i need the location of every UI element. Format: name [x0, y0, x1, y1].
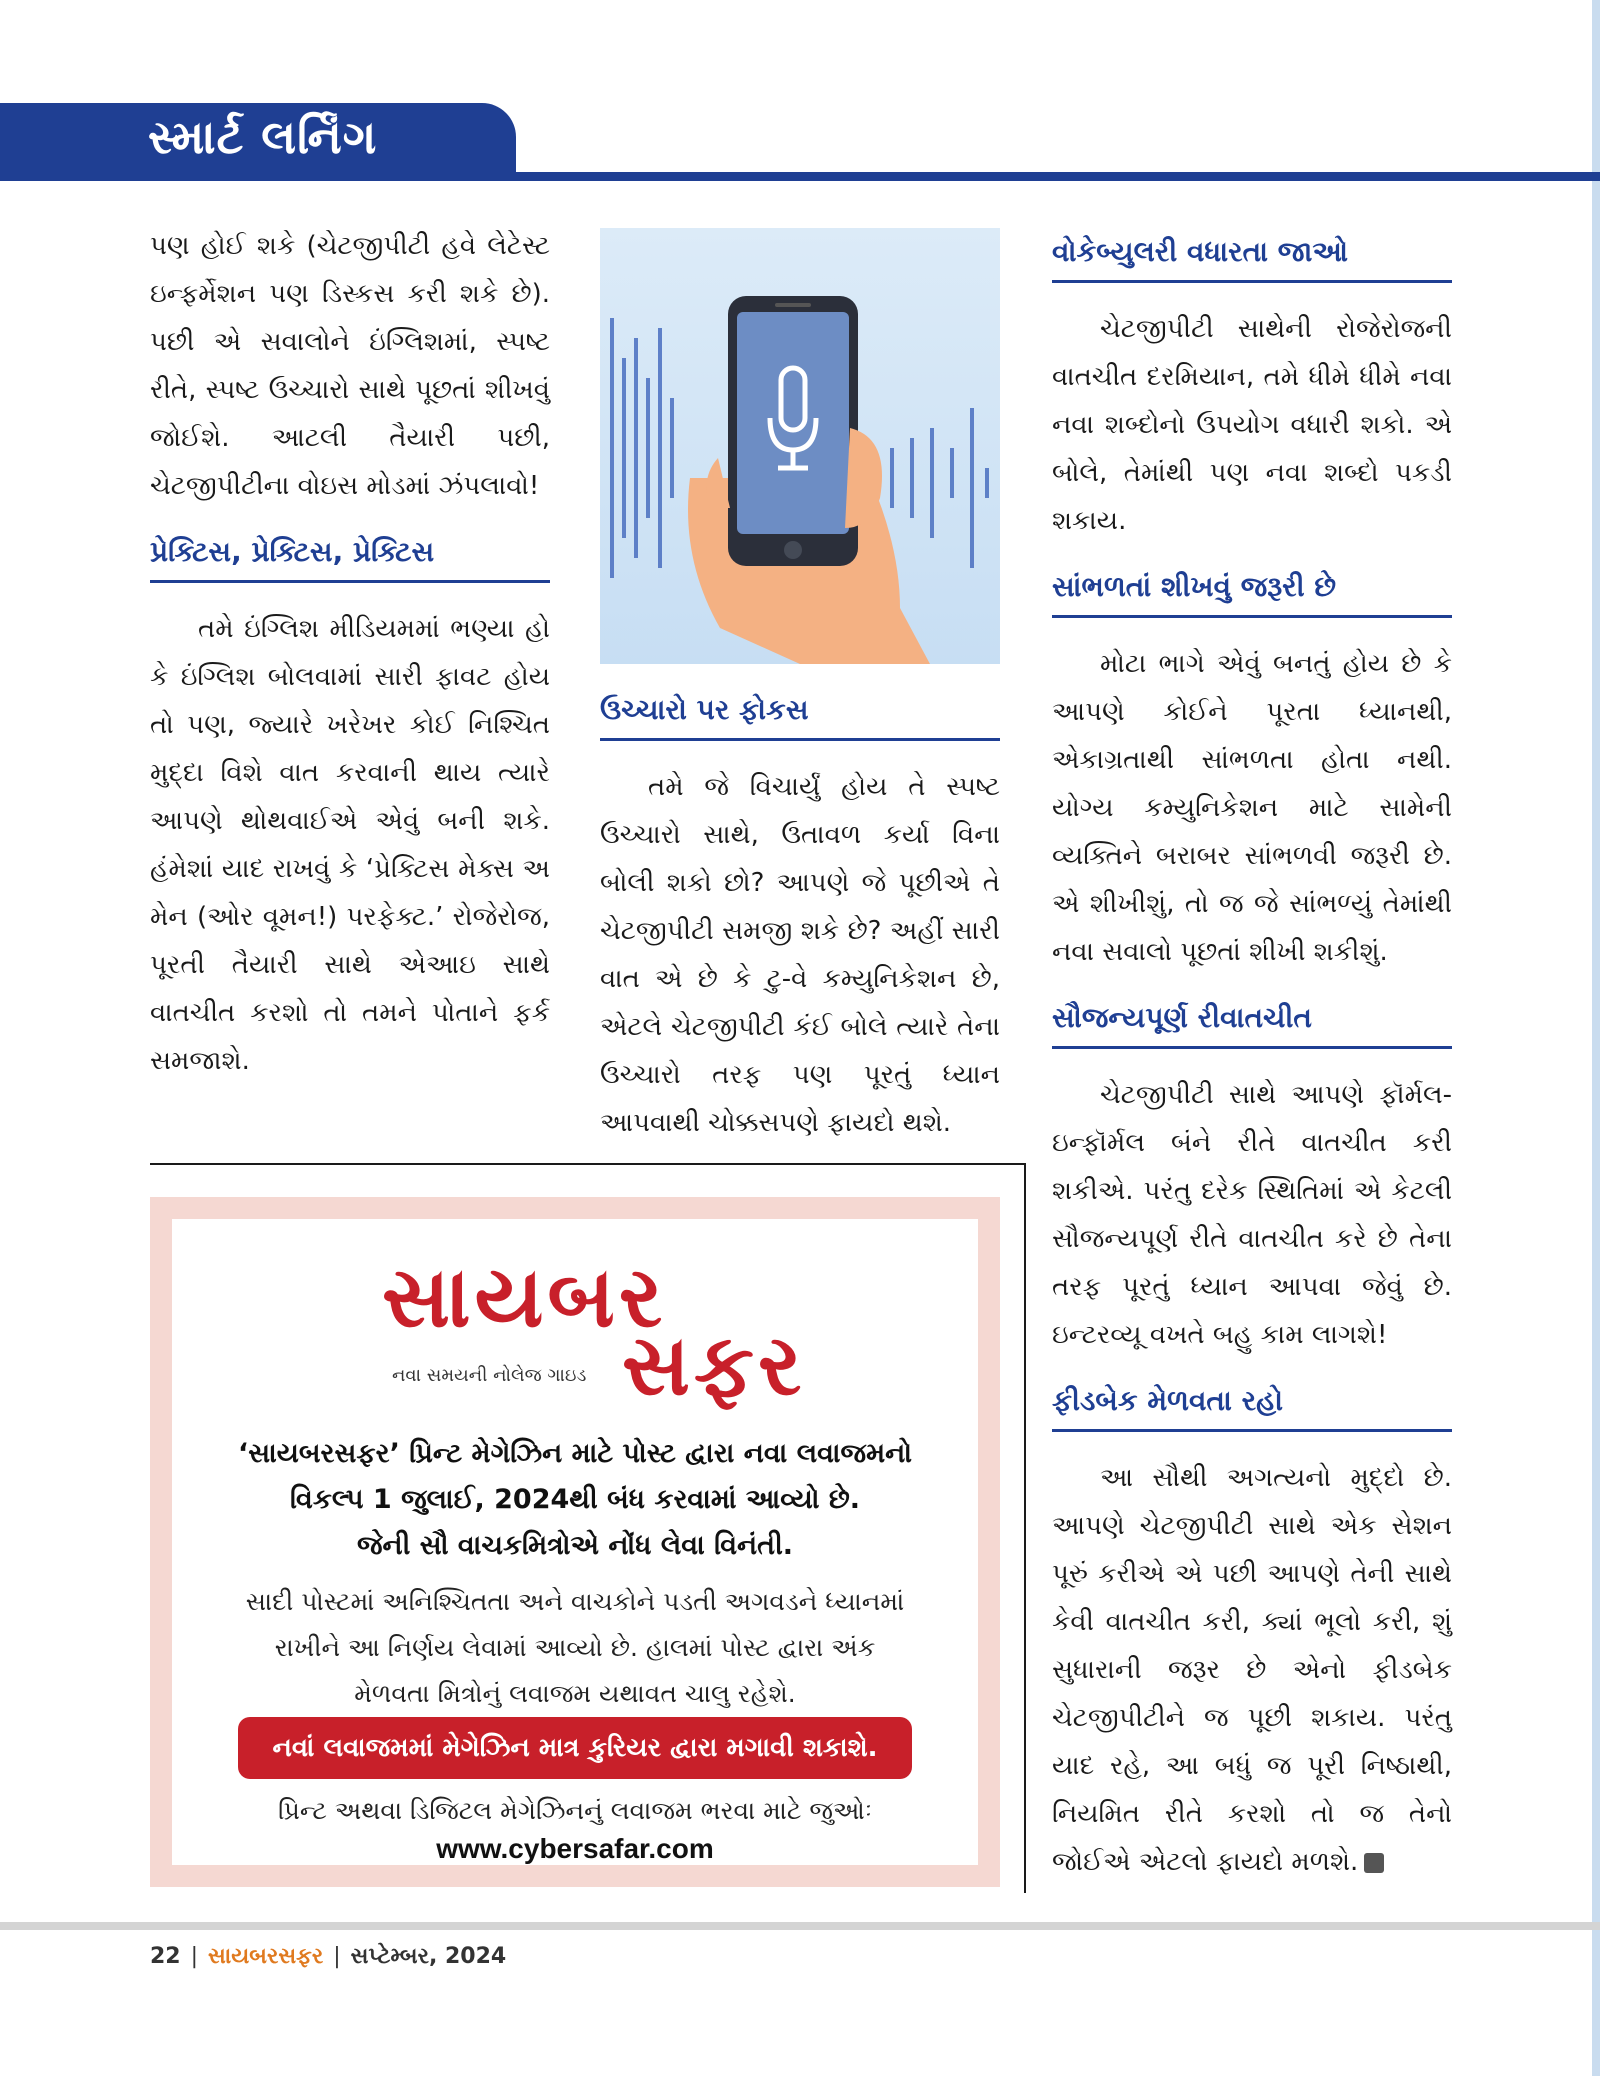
- website-link[interactable]: www.cybersafar.com: [436, 1833, 714, 1864]
- feedback-paragraph: [1052, 1454, 1452, 1886]
- intro-paragraph: પણ હોઈ શકે (ચેટજીપીટી હવે લેટેસ્ટ ઇન્ફર્મેશન પણ ડિસ્કસ કરી શકે છે). પછી એ સવાલોને ઇંગ્લિશમાં, સ્પષ્ટ રીતે, સ્પષ્ટ ઉચ્ચારો સાથે પૂછતાં શીખવું જોઈશે. આટલી તૈયારી પછી, ચેટજીપીટીના વોઇસ મોડમાં ઝંપલાવો!: [150, 231, 550, 501]
- detail-line-2: રાખીને આ નિર્ણય લેવામાં આવ્યો છે. હાલમાં પોસ્ટ દ્વારા અંક: [274, 1633, 876, 1662]
- logo-tagline: નવા સમયની નોલેજ ગાઇડ: [392, 1365, 587, 1386]
- subscription-notice-ad: [150, 1197, 1000, 1887]
- focus-paragraph: તમે જે વિચાર્યું હોય તે સ્પષ્ટ ઉચ્ચારો સાથે, ઉતાવળ કર્યા વિના બોલી શકો છો? આપણે જે પૂછીએ તે ચેટજીપીટી સમજી શકે છે? અહીં સારી વાત એ છે કે ટુ-વે કમ્યુનિકેશન છે, એટલે ચેટજીપીટી કંઈ બોલે ત્યારે તેના ઉચ્ચારો તરફ પણ પૂરતું ધ્યાન આપવાથી ચોક્કસપણે ફાયદો થશે.: [600, 772, 1000, 1138]
- cybersafar-logo-part2: સફર: [622, 1315, 806, 1414]
- feedback-text: આ સૌથી અગત્યનો મુદ્દો છે. આપણે ચેટજીપીટી સાથે એક સેશન પૂરું કરીએ એ પછી આપણે તેની સાથે કેવી વાતચીત કરી, ક્યાં ભૂલો કરી, શું સુધારાની જરૂર છે એનો ફીડબેક ચેટજીપીટીને જ પૂછી શકાય. પરંતુ યાદ રહે, આ બધું જ પૂરી નિષ્ઠાથી, નિયમિત રીતે કરશો તો જ તેનો જોઈએ એટલો ફાયદો મળશે.: [1052, 1463, 1452, 1877]
- practice-heading: પ્રેક્ટિસ, પ્રેક્ટિસ, પ્રેક્ટિસ: [150, 532, 550, 583]
- notice-bold-text: [192, 1431, 958, 1569]
- detail-line-3: મેળવતા મિત્રોનું લવાજમ યથાવત ચાલુ રહેશે.: [354, 1679, 796, 1708]
- vocab-heading: વોકેબ્યુલરી વધારતા જાઓ: [1052, 232, 1452, 283]
- polite-paragraph: ચેટજીપીટી સાથે આપણે ફૉર્મલ-ઇન્ફૉર્મલ બંને રીતે વાતચીત કરી શકીએ. પરંતુ દરેક સ્થિતિમાં એ કેટલી સૌજન્યપૂર્ણ રીતે વાતચીત કરે છે તેના તરફ પૂરતું ધ્યાન આપવા જેવું છે. ઇન્ટરવ્યૂ વખતે બહુ કામ લાગશે!: [1052, 1080, 1452, 1350]
- middle-column: [600, 690, 1000, 1147]
- ad-inner: [172, 1219, 978, 1865]
- footer-brand: સાયબરસફર: [208, 1944, 324, 1969]
- cybersafar-logo-part1: સાયબર: [382, 1247, 667, 1346]
- section-title: સ્માર્ટ લર્નિંગ: [148, 110, 378, 164]
- notice-detail-text: [192, 1579, 958, 1717]
- column-divider: [1024, 1163, 1026, 1893]
- practice-paragraph: તમે ઇંગ્લિશ મીડિયમમાં ભણ્યા હો કે ઇંગ્લિશ બોલવામાં સારી ફાવટ હોય તો પણ, જ્યારે ખરેખર કોઈ નિશ્ચિત મુદ્દા વિશે વાત કરવાની થાય ત્યારે આપણે થોથવાઈએ એવું બની શકે. હંમેશાં યાદ રાખવું કે ‘પ્રેક્ટિસ મેક્સ અ મેન (ઓર વૂમન!) પરફેક્ટ.’ રોજેરોજ, પૂરતી તૈયારી સાથે એઆઇ સાથે વાતચીત કરશો તો તમને પોતાને ફર્ક સમજાશે.: [150, 614, 550, 1076]
- notice-line-1: ‘સાયબરસફર’ પ્રિન્ટ મેગેઝિન માટે પોસ્ટ દ્વારા નવા લવાજમનો: [237, 1438, 913, 1469]
- listen-paragraph: મોટા ભાગે એવું બનતું હોય છે કે આપણે કોઈને પૂરતા ધ્યાનથી, એકાગ્રતાથી સાંભળતા હોતા નથી. યોગ્ય કમ્યુનિકેશન માટે સામેની વ્યક્તિને બરાબર સાંભળવી જરૂરી છે. એ શીખીશું, તો જ જે સાંભળ્યું તેમાંથી નવા સવાલો પૂછતાં શીખી શકીશું.: [1052, 649, 1452, 967]
- footer-separator: |: [333, 1944, 341, 1969]
- ad-top-divider: [150, 1163, 1024, 1165]
- right-column: [1052, 232, 1452, 1886]
- footer-rule: [0, 1922, 1600, 1930]
- smartphone-microphone-icon: [600, 228, 1000, 664]
- page-edge-stripe: [1592, 0, 1600, 2076]
- smartphone-microphone-illustration: [600, 228, 1000, 664]
- detail-line-1: સાદી પોસ્ટમાં અનિશ્ચિતતા અને વાચકોને પડતી અગવડને ધ્યાનમાં: [245, 1587, 905, 1616]
- page-footer: [150, 1944, 506, 1969]
- polite-heading: સૌજન્યપૂર્ણ રીવાતચીત: [1052, 998, 1452, 1049]
- subscription-info-text: પ્રિન્ટ અથવા ડિજિટલ મેગેઝિનનું લવાજમ ભરવા માટે જુઓઃ: [277, 1796, 873, 1825]
- notice-line-3: જેની સૌ વાચકમિત્રોએ નોંધ લેવા વિનંતી.: [356, 1530, 794, 1561]
- footer-separator: |: [190, 1944, 199, 1969]
- page-number: 22: [150, 1944, 181, 1969]
- feedback-heading: ફીડબેક મેળવતા રહો: [1052, 1381, 1452, 1432]
- footer-issue: સપ્ટેમ્બર, 2024: [350, 1944, 507, 1969]
- end-of-article-icon: [1364, 1853, 1384, 1873]
- listen-heading: સાંભળતાં શીખવું જરૂરી છે: [1052, 567, 1452, 618]
- notice-line-2: વિકલ્પ 1 જુલાઈ, 2024થી બંધ કરવામાં આવ્યો છે.: [289, 1484, 861, 1515]
- courier-banner: નવાં લવાજમમાં મેગેઝિન માત્ર કુરિયર દ્વારા મગાવી શકાશે.: [238, 1717, 912, 1779]
- focus-heading: ઉચ્ચારો પર ફોકસ: [600, 690, 1000, 741]
- left-column: [150, 222, 550, 1085]
- vocab-paragraph: ચેટજીપીટી સાથેની રોજેરોજની વાતચીત દરમિયાન, તમે ધીમે ધીમે નવા નવા શબ્દોનો ઉપયોગ વધારી શકો. એ બોલે, તેમાંથી પણ નવા શબ્દો પકડી શકાય.: [1052, 314, 1452, 536]
